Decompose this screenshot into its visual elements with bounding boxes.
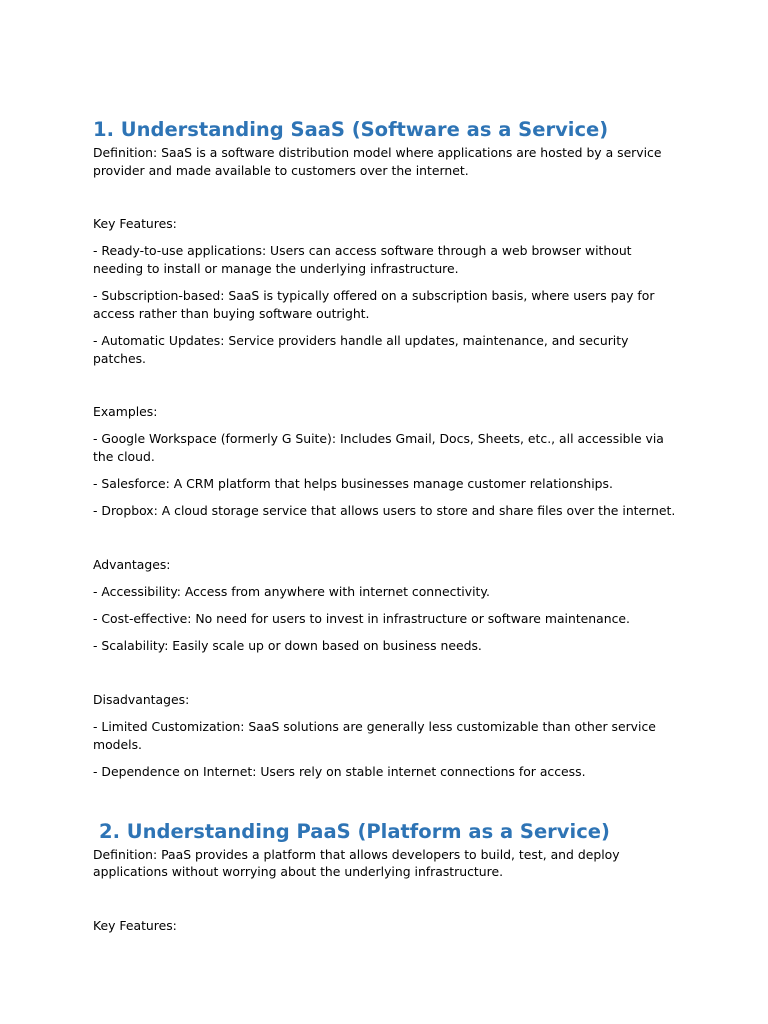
definition-paragraph: Definition: PaaS provides a platform that allows developers to build, test, and deploy applications without worrying about the underlying infrastructure. (93, 846, 620, 880)
list-item: - Accessibility: Access from anywhere with internet connectivity. (93, 584, 490, 600)
key-features-label: Key Features: (93, 917, 177, 933)
advantages-label: Advantages: (93, 556, 171, 572)
section-saas (93, 116, 678, 781)
definition-paragraph: Definition: SaaS is a software distribution model where applications are hosted by a service provider and made available to customers over the internet. (93, 145, 662, 178)
disadvantages-label: Disadvantages: (93, 692, 190, 708)
section-paas (93, 818, 678, 935)
list-item: - Google Workspace (formerly G Suite): Includes Gmail, Docs, Sheets, etc., all accessible via the cloud. (93, 431, 664, 464)
list-item: - Limited Customization: SaaS solutions are generally less customizable than other service models. (93, 719, 656, 752)
list-item: - Automatic Updates: Service providers handle all updates, maintenance, and security patches. (93, 332, 629, 366)
list-item: - Salesforce: A CRM platform that helps businesses manage customer relationships. (93, 476, 613, 492)
list-item: - Scalability: Easily scale up or down based on business needs. (93, 638, 482, 654)
list-item: - Dropbox: A cloud storage service that allows users to store and share files over the internet. (93, 503, 676, 519)
list-item: - Cost-effective: No need for users to invest in infrastructure or software maintenance. (93, 611, 630, 627)
document-page (93, 116, 678, 944)
section-heading: 1. Understanding SaaS (Software as a Service) (93, 118, 609, 141)
key-features-label: Key Features: (93, 216, 177, 232)
list-item: - Dependence on Internet: Users rely on stable internet connections for access. (93, 764, 586, 779)
examples-label: Examples: (93, 404, 158, 420)
section-heading: 2. Understanding PaaS (Platform as a Service) (99, 819, 610, 843)
list-item: - Subscription-based: SaaS is typically offered on a subscription basis, where users pay for access rather than buying software outright. (93, 288, 655, 321)
list-item: - Ready-to-use applications: Users can access software through a web browser without needing to install or manage the underlying infrastructure. (93, 243, 632, 276)
